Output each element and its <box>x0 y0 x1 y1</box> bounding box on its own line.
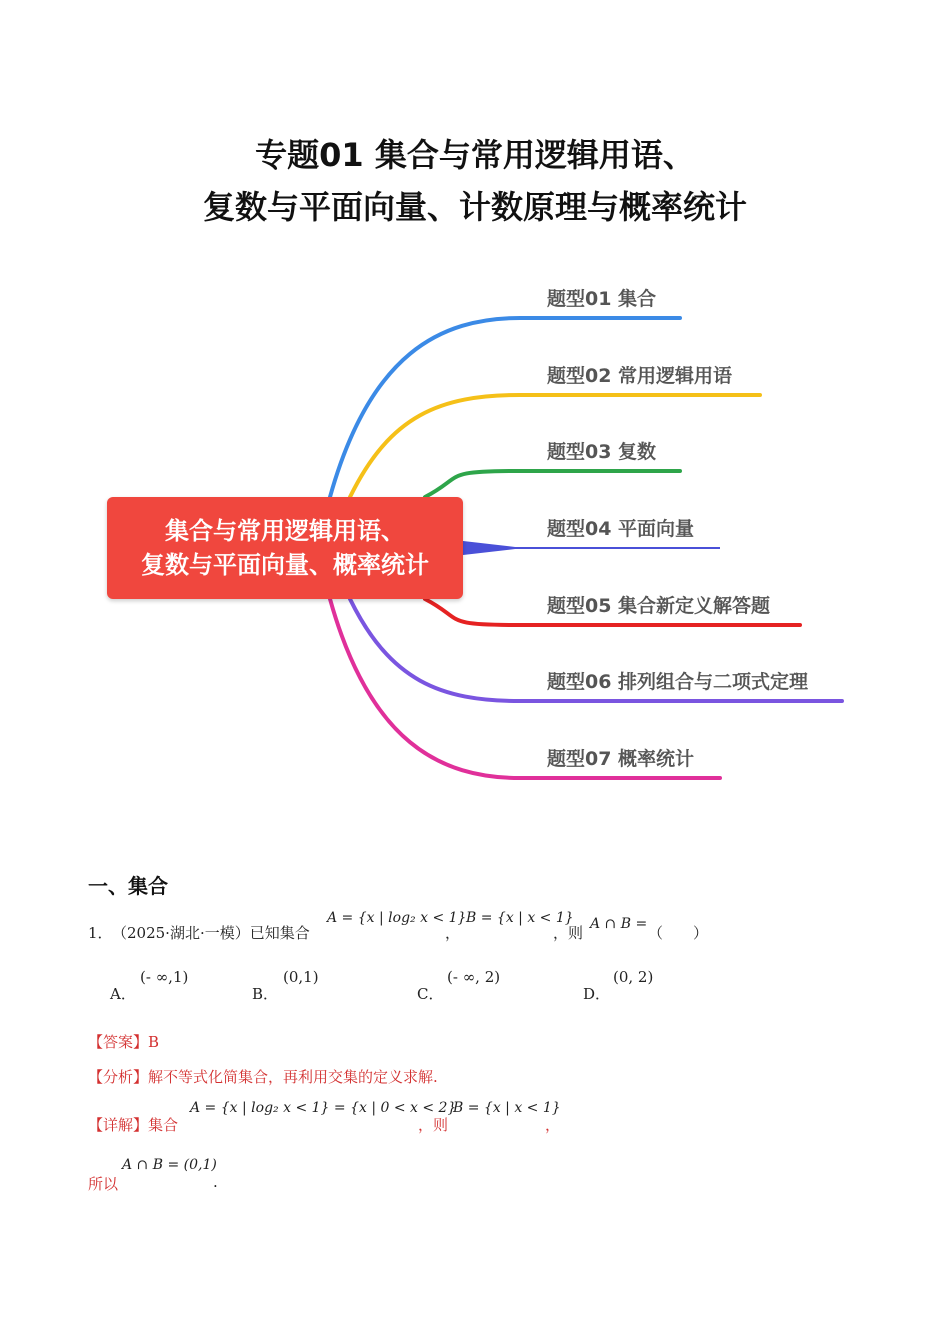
answer-value: B <box>148 1033 160 1051</box>
mindmap-topic-03: 题型03 复数 <box>547 441 657 463</box>
detail-line <box>88 1114 178 1135</box>
detail-math-b: B = {x | x < 1} <box>453 1100 561 1116</box>
question-number: 1． <box>88 924 113 942</box>
analysis-tag: 【分析】 <box>88 1068 149 1086</box>
question-blank: （ ） <box>648 924 709 942</box>
document-title-line-1: 专题01 集合与常用逻辑用语、 <box>255 136 695 174</box>
detail-then: ，则 <box>418 1116 449 1134</box>
question-set-b: B = {x | x < 1} <box>466 910 574 926</box>
detail-tag: 【详解】 <box>88 1116 149 1134</box>
option-a-value: (- ∞,1) <box>140 968 189 986</box>
answer-line <box>88 1031 159 1052</box>
document-title-line-2: 复数与平面向量、计数原理与概率统计 <box>202 188 747 226</box>
question-source: （2025·湖北·一模）已知集合 <box>112 924 310 942</box>
center-node-line-1: 集合与常用逻辑用语、 <box>165 517 405 545</box>
mindmap-topic-01: 题型01 集合 <box>547 288 657 310</box>
option-b-value: (0,1) <box>283 968 319 986</box>
option-c-value: (- ∞, 2) <box>447 968 501 986</box>
section-heading: 一、集合 <box>88 874 168 898</box>
mindmap-branch-03 <box>425 471 680 497</box>
option-b-letter: B． <box>252 985 279 1003</box>
question-expression: A ∩ B = <box>590 916 648 932</box>
option-d-value: (0, 2) <box>613 968 654 986</box>
question-comma: ， <box>445 924 461 942</box>
question-set-a: A = {x | log₂ x < 1} <box>327 910 467 926</box>
mindmap-topic-06: 题型06 排列组合与二项式定理 <box>547 671 809 693</box>
option-a-letter: A． <box>110 985 136 1003</box>
conclusion-period: . <box>213 1173 218 1191</box>
mindmap-topic-07: 题型07 概率统计 <box>547 748 695 770</box>
option-c-letter: C． <box>417 985 444 1003</box>
mindmap-center-node <box>107 497 463 599</box>
detail-prefix: 集合 <box>148 1116 179 1134</box>
conclusion-prefix: 所以 <box>88 1175 119 1193</box>
detail-comma: ， <box>545 1116 561 1134</box>
option-d-letter: D． <box>583 985 611 1003</box>
analysis-line <box>88 1066 438 1087</box>
detail-math-a: A = {x | log₂ x < 1} = {x | 0 < x < 2} <box>190 1100 457 1116</box>
question-then: ，则 <box>553 924 584 942</box>
center-node-line-2: 复数与平面向量、概率统计 <box>141 551 429 579</box>
mindmap-topic-04: 题型04 平面向量 <box>547 518 695 540</box>
mindmap-topic-05: 题型05 集合新定义解答题 <box>547 595 771 617</box>
conclusion-math: A ∩ B = (0,1) <box>122 1157 217 1173</box>
mindmap-topic-02: 题型02 常用逻辑用语 <box>547 365 733 387</box>
analysis-text: 解不等式化简集合，再利用交集的定义求解. <box>148 1068 438 1086</box>
answer-tag: 【答案】 <box>88 1033 149 1051</box>
